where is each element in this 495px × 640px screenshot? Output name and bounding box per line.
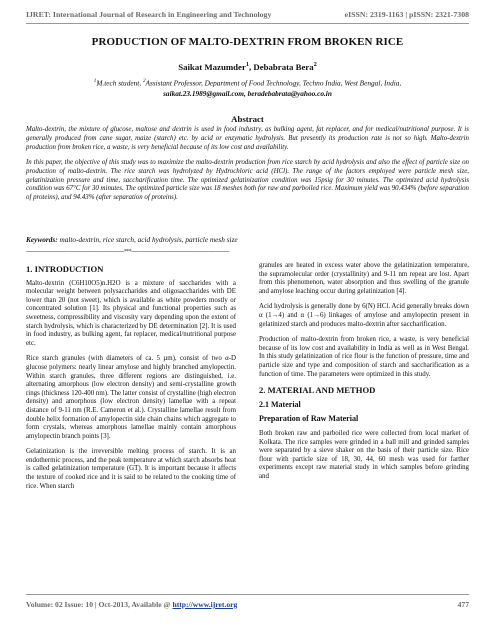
page-number: 477 — [457, 600, 469, 609]
right-paragraph-4: Both broken raw and parboiled rice were collected from local market of Kolkata. The rice samples were grinded in a ball mill and grinded samples were separated by a sieve shaker on the basis of their particle size. Rice flour with particle size of 18, 30, 44, 60 mesh was used for farther experiments except raw material study in which samples before grinding and — [259, 429, 469, 480]
author-1: Saikat Mazumder — [178, 62, 246, 72]
paper-title: PRODUCTION OF MALTO-DEXTRIN FROM BROKEN RICE — [91, 36, 404, 48]
footer-volume: Volume: 02 Issue: 10 | Oct-2013, Available @ — [26, 600, 171, 609]
intro-heading: 1. INTRODUCTION — [26, 264, 104, 274]
material-heading: 2.1 Material — [259, 399, 301, 409]
affiliation-2: Assistant Professor, Department of Food Technology, Techno India, West Bengal, India, — [145, 78, 402, 88]
author-emails: saikat.23.1989@gmail.com, beradebabrata@yahoo.co.in — [163, 89, 332, 99]
right-column — [259, 262, 469, 488]
author-separator: , — [248, 62, 254, 72]
author-2-mark: 2 — [313, 62, 317, 69]
paper-authors — [0, 62, 495, 72]
affiliations: $^1$M.tech student, $^2$Assistant Professor, Department of Food Technology, Techno India, West Bengal, India, saikat.23.1989@gmail.com, beradebabrata@yahoo.co.in — [0, 76, 495, 99]
journal-issn: eISSN: 2319-1163 | pISSN: 2321-7308 — [344, 10, 469, 19]
intro-paragraph-2: Rice starch granules (with diameters of ca. 5 µm), consist of two α-D glucose polymers: nearly linear amylose and highly branched amylopectin. Within starch granules, three different regions are distinguished, i.e. alternating amorphous (low electron density) and semi-crystalline growth rings (thickness 120-400 nm). The latter consist of crystalline (high electron density) and amorphous (low electron density) lamellae with a repeat distance of 9-11 nm (R.E. Cameron et al.). Crystalline lamellae result from double helix formation of amylopectin side chain chains which aggregate to form crystals, whereas amorphous lamellae mainly contain amorphous amylopectin branch points [3]. — [26, 355, 236, 440]
keywords — [26, 235, 469, 244]
preparation-heading: Preparation of Raw Material — [259, 414, 359, 424]
header-rule — [26, 23, 469, 24]
journal-name: IJRET: International Journal of Research in Engineering and Technology — [26, 10, 272, 19]
keywords-list: malto-dextrin, rice starch, acid hydrolysis, particle mesh size — [59, 235, 238, 244]
method-heading: 2. MATERIAL AND METHOD — [259, 385, 376, 396]
author-2: Debabrata Bera — [253, 62, 314, 72]
author-1-mark: 1 — [245, 62, 249, 69]
right-paragraph-2: Acid hydrolysis is generally done by 6(N) HCl. Acid generally breaks down α (1→4) and α (1→6) linkages of amylose and amylopectin present in gelatinized starch and produces malto-dextrin after saccharification. — [259, 303, 469, 328]
footer-journal-link[interactable]: http://www.ijret.org — [172, 600, 238, 609]
abstract-heading: Abstract — [231, 114, 264, 124]
abstract-paragraph-2: In this paper, the objective of this study was to maximize the malto-dextrin production from rice starch by acid hydrolysis and also the effect of particle size on production of malto-dextrin. The rice starch was hydrolyzed by Hydrochloric acid (HCl). The range of the factors employed were particle mesh size, gelatinization pressure and time, saccharification time. The optimized gelatinization condition was 15psig for 30 minutes. The optimized acid hydrolysis condition was 67°C for 30 minutes. The optimized particle size was 18 meshes both for raw and parboiled rice. Maximum yield was 90.434% (before separation of proteins), and 94.43% (after separation of proteins). — [26, 158, 469, 202]
running-footer — [26, 600, 469, 609]
running-header — [26, 10, 469, 19]
abstract-paragraph-1: Malto-dextrin, the mixture of glucose, maltose and dextrin is used in food industry, as bulking agent, fat replacer, and for medical/nutritional purpose. It is generally produced from cane sugar, maize (starch) etc. by acid or enzymatic hydrolysis. But presently its production rate is not so high. Malto-dextrin production from broken rice, a waste, is very beneficial because of its low cost and availability. — [26, 126, 469, 151]
right-paragraph-3: Production of malto-dextrin from broken rice, a waste, is very beneficial because of its low cost and availability in India as well as in West Bengal. In this study gelatinization of rice flour is the function of pressure, time and particle size and type and composition of starch and saccharification as a function of time. The parameters were optimized in this study. — [259, 336, 469, 378]
left-column — [26, 262, 236, 498]
footer-rule — [26, 594, 469, 595]
abstract — [26, 126, 469, 209]
intro-paragraph-1: Malto-dextrin (C6H10O5)n.H2O is a mixture of saccharides with a molecular weight between polysaccharides and oligosaccharides with DE lower than 20 (not sweet), which is available as white powders mostly or concentrated solution [1]. Its physical and functional properties such as sweetness, compressibility and viscosity vary depending upon the extent of starch hydrolysis, which is characterized by DE determination [2]. It is used in food industry, as bulking agent, fat replacer, medical/nutritional purpose etc. — [26, 279, 236, 347]
section-separator: ----------------------------------------------------------------------***---------------------------------------------------------------------- — [26, 249, 229, 255]
keywords-label: Keywords: — [26, 235, 58, 244]
intro-paragraph-3: Gelatinization is the irreversible melting process of starch. It is an endothermic process, and the peak temperature at which starch absorbs heat is called gelatinization temperature (GT). It is important because it affects the texture of cooked rice and it is said to be related to the cooking time of rice. When starch — [26, 448, 236, 490]
right-paragraph-1: granules are heated in excess water above the gelatinization temperature, the supramolecular order (crystallinity) and 9-11 nm repeat are lost. Apart from this phenomenon, water absorption and thus swelling of the granule and amylose leaching occur during gelatinization [4]. — [259, 262, 469, 295]
affiliation-1: M.tech student, — [96, 78, 142, 88]
